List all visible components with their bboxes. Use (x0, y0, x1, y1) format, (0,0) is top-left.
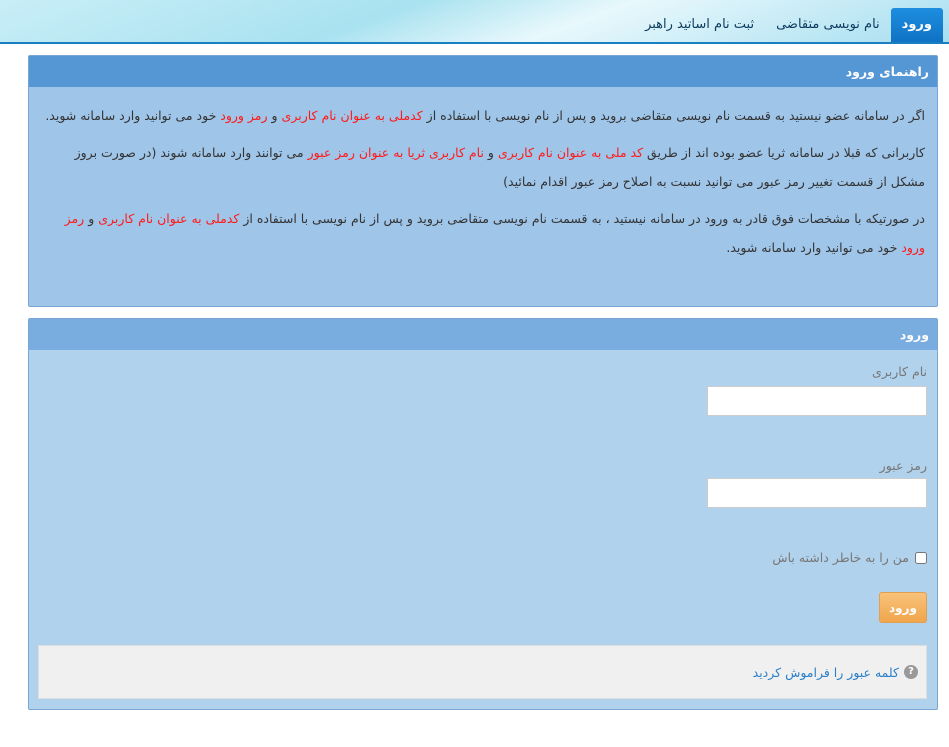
highlight-text: کدملی به عنوان نام کاربری (281, 108, 423, 123)
username-input[interactable] (707, 386, 927, 416)
tab-advisor-register[interactable]: ثبت نام اساتید راهبر (645, 17, 755, 32)
login-guide-panel (28, 55, 938, 307)
remember-me[interactable] (772, 550, 927, 565)
guide-text: می توانند وارد سامانه شوند (در صورت بروز مشکل از قسمت تغییر رمز عبور می توانید نسبت به اصلاح رمز عبور اقدام نمائید) (74, 145, 925, 189)
guide-text: در صورتیکه با مشخصات فوق قادر به ورود در سامانه نیستید ، به قسمت نام نویسی متقاضی بروید و پس از نام نویسی با استفاده از (239, 211, 925, 226)
guide-text: اگر در سامانه عضو نیستید به قسمت نام نویسی متقاضی بروید و پس از نام نویسی با استفاده از (422, 108, 925, 123)
tab-applicant-register[interactable]: نام نویسی متقاضی (776, 17, 880, 32)
question-icon: ? (904, 665, 918, 679)
guide-paragraph (41, 204, 925, 262)
guide-text: کاربرانی که قبلا در سامانه ثریا عضو بوده اند از طریق (643, 145, 925, 160)
login-title: ورود (29, 319, 937, 350)
tab-login[interactable]: ورود (891, 8, 943, 42)
guide-text: و (267, 108, 282, 123)
remember-me-label: من را به خاطر داشته باش (772, 550, 909, 565)
forgot-password-box (38, 645, 927, 699)
guide-paragraph (41, 101, 925, 130)
highlight-text: رمز ورود (64, 211, 925, 255)
guide-text: خود می توانید وارد سامانه شوید. (726, 240, 902, 255)
guide-text: و (483, 145, 498, 160)
login-panel (28, 318, 938, 710)
guide-text: و (84, 211, 99, 226)
highlight-text: کدملی به عنوان نام کاربری (98, 211, 240, 226)
highlight-text: نام کاربری ثریا به عنوان رمز عبور (307, 145, 484, 160)
highlight-text: کد ملی به عنوان نام کاربری (497, 145, 644, 160)
password-label: رمز عبور (879, 458, 927, 473)
password-input[interactable] (707, 478, 927, 508)
login-button[interactable]: ورود (879, 592, 927, 623)
remember-me-checkbox[interactable] (915, 552, 927, 564)
guide-text: خود می توانید وارد سامانه شوید. (45, 108, 221, 123)
guide-title: راهنمای ورود (29, 56, 937, 87)
tab-bar (634, 8, 943, 42)
top-bar (0, 0, 949, 44)
highlight-text: رمز ورود (220, 108, 268, 123)
guide-paragraph (41, 138, 925, 196)
username-label: نام کاربری (872, 364, 927, 379)
guide-body (29, 87, 937, 262)
forgot-password-link[interactable]: کلمه عبور را فراموش کردید (752, 664, 899, 680)
